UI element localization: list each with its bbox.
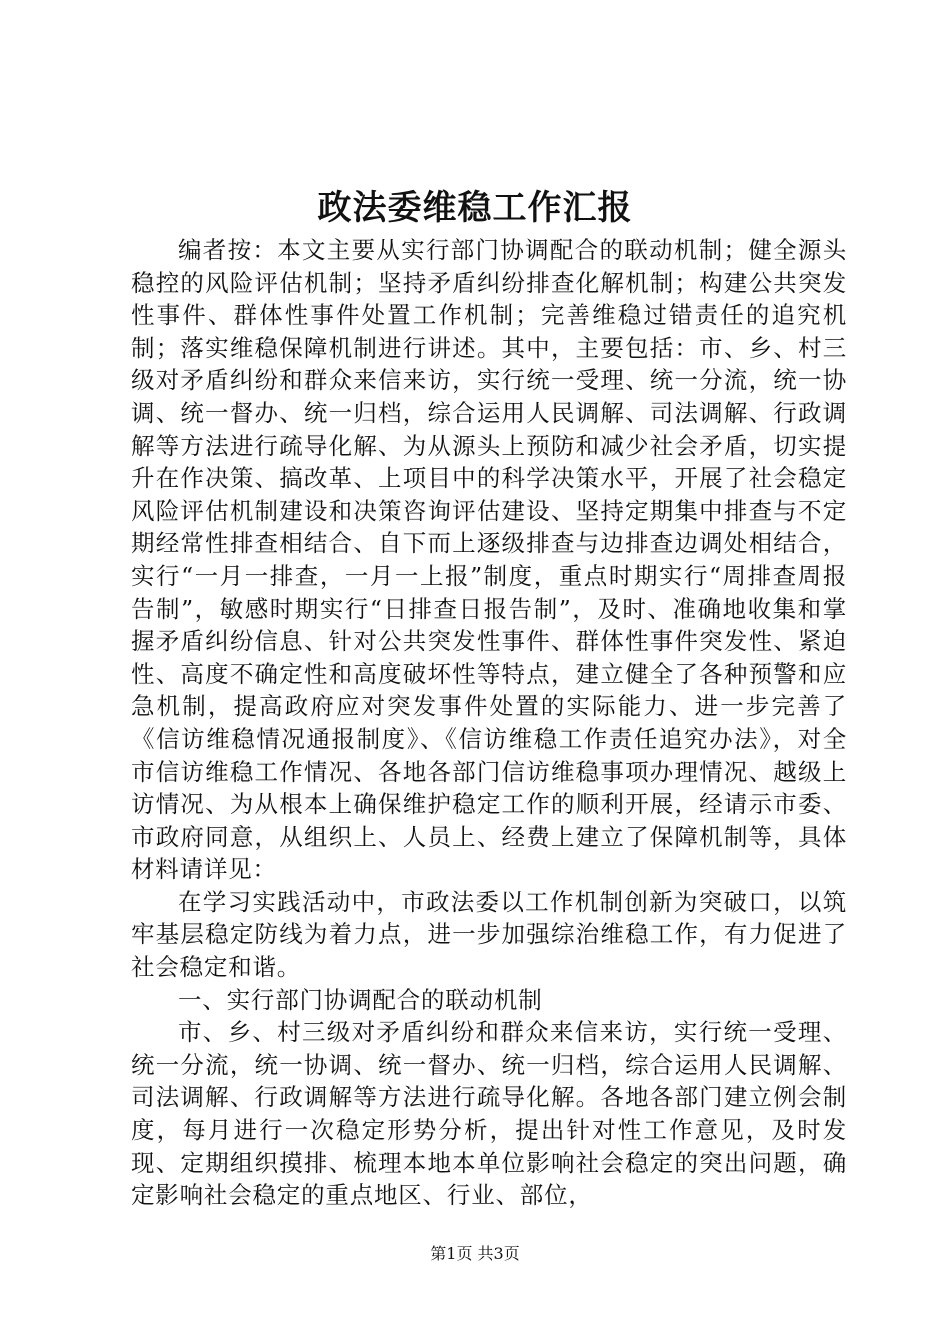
section-paragraph: 市、乡、村三级对矛盾纠纷和群众来信来访，实行统一受理、统一分流，统一协调、统一督办、统一归档，综合运用人民调解、司法调解、行政调解等方法进行疏导化解。各地各部门建立例会制度，每月进行一次稳定形势分析，提出针对性工作意见，及时发现、定期组织摸排、梳理本地本单位影响社会稳定的突出问题，确定影响社会稳定的重点地区、行业、部位， bbox=[131, 1018, 847, 1210]
document-body bbox=[131, 234, 847, 1212]
section-heading: 一、实行部门协调配合的联动机制 bbox=[178, 985, 543, 1014]
intro-paragraph: 在学习实践活动中，市政法委以工作机制创新为突破口，以筑牢基层稳定防线为着力点，进一步加强综治维稳工作，有力促进了社会稳定和谐。 bbox=[131, 887, 847, 982]
document-title: 政法委维稳工作汇报 bbox=[317, 188, 633, 228]
editor-note-paragraph: 编者按：本文主要从实行部门协调配合的联动机制；健全源头稳控的风险评估机制；坚持矛盾纠纷排查化解机制；构建公共突发性事件、群体性事件处置工作机制；完善维稳过错责任的追究机制；落实维稳保障机制进行讲述。其中，主要包括：市、乡、村三级对矛盾纠纷和群众来信来访，实行统一受理、统一分流，统一协调、统一督办、统一归档，综合运用人民调解、司法调解、行政调解等方法进行疏导化解、为从源头上预防和减少社会矛盾，切实提升在作决策、搞改革、上项目中的科学决策水平，开展了社会稳定风险评估机制建设和决策咨询评估建设、坚持定期集中排查与不定期经常性排查相结合、自下而上逐级排查与边排查边调处相结合，实行“一月一排查，一月一上报”制度，重点时期实行“周排查周报告制”，敏感时期实行“日排查日报告制”，及时、准确地收集和掌握矛盾纠纷信息、针对公共突发性事件、群体性事件突发性、紧迫性、高度不确定性和高度破坏性等特点，建立健全了各种预警和应急机制，提高政府应对突发事件处置的实际能力、进一步完善了《信访维稳情况通报制度》、《信访维稳工作责任追究办法》，对全市信访维稳工作情况、各地各部门信访维稳事项办理情况、越级上访情况、为从根本上确保维护稳定工作的顺利开展，经请示市委、市政府同意，从组织上、人员上、经费上建立了保障机制等，具体材料请详见： bbox=[131, 236, 847, 884]
page-number-footer: 第1页 共3页 bbox=[430, 1244, 520, 1263]
